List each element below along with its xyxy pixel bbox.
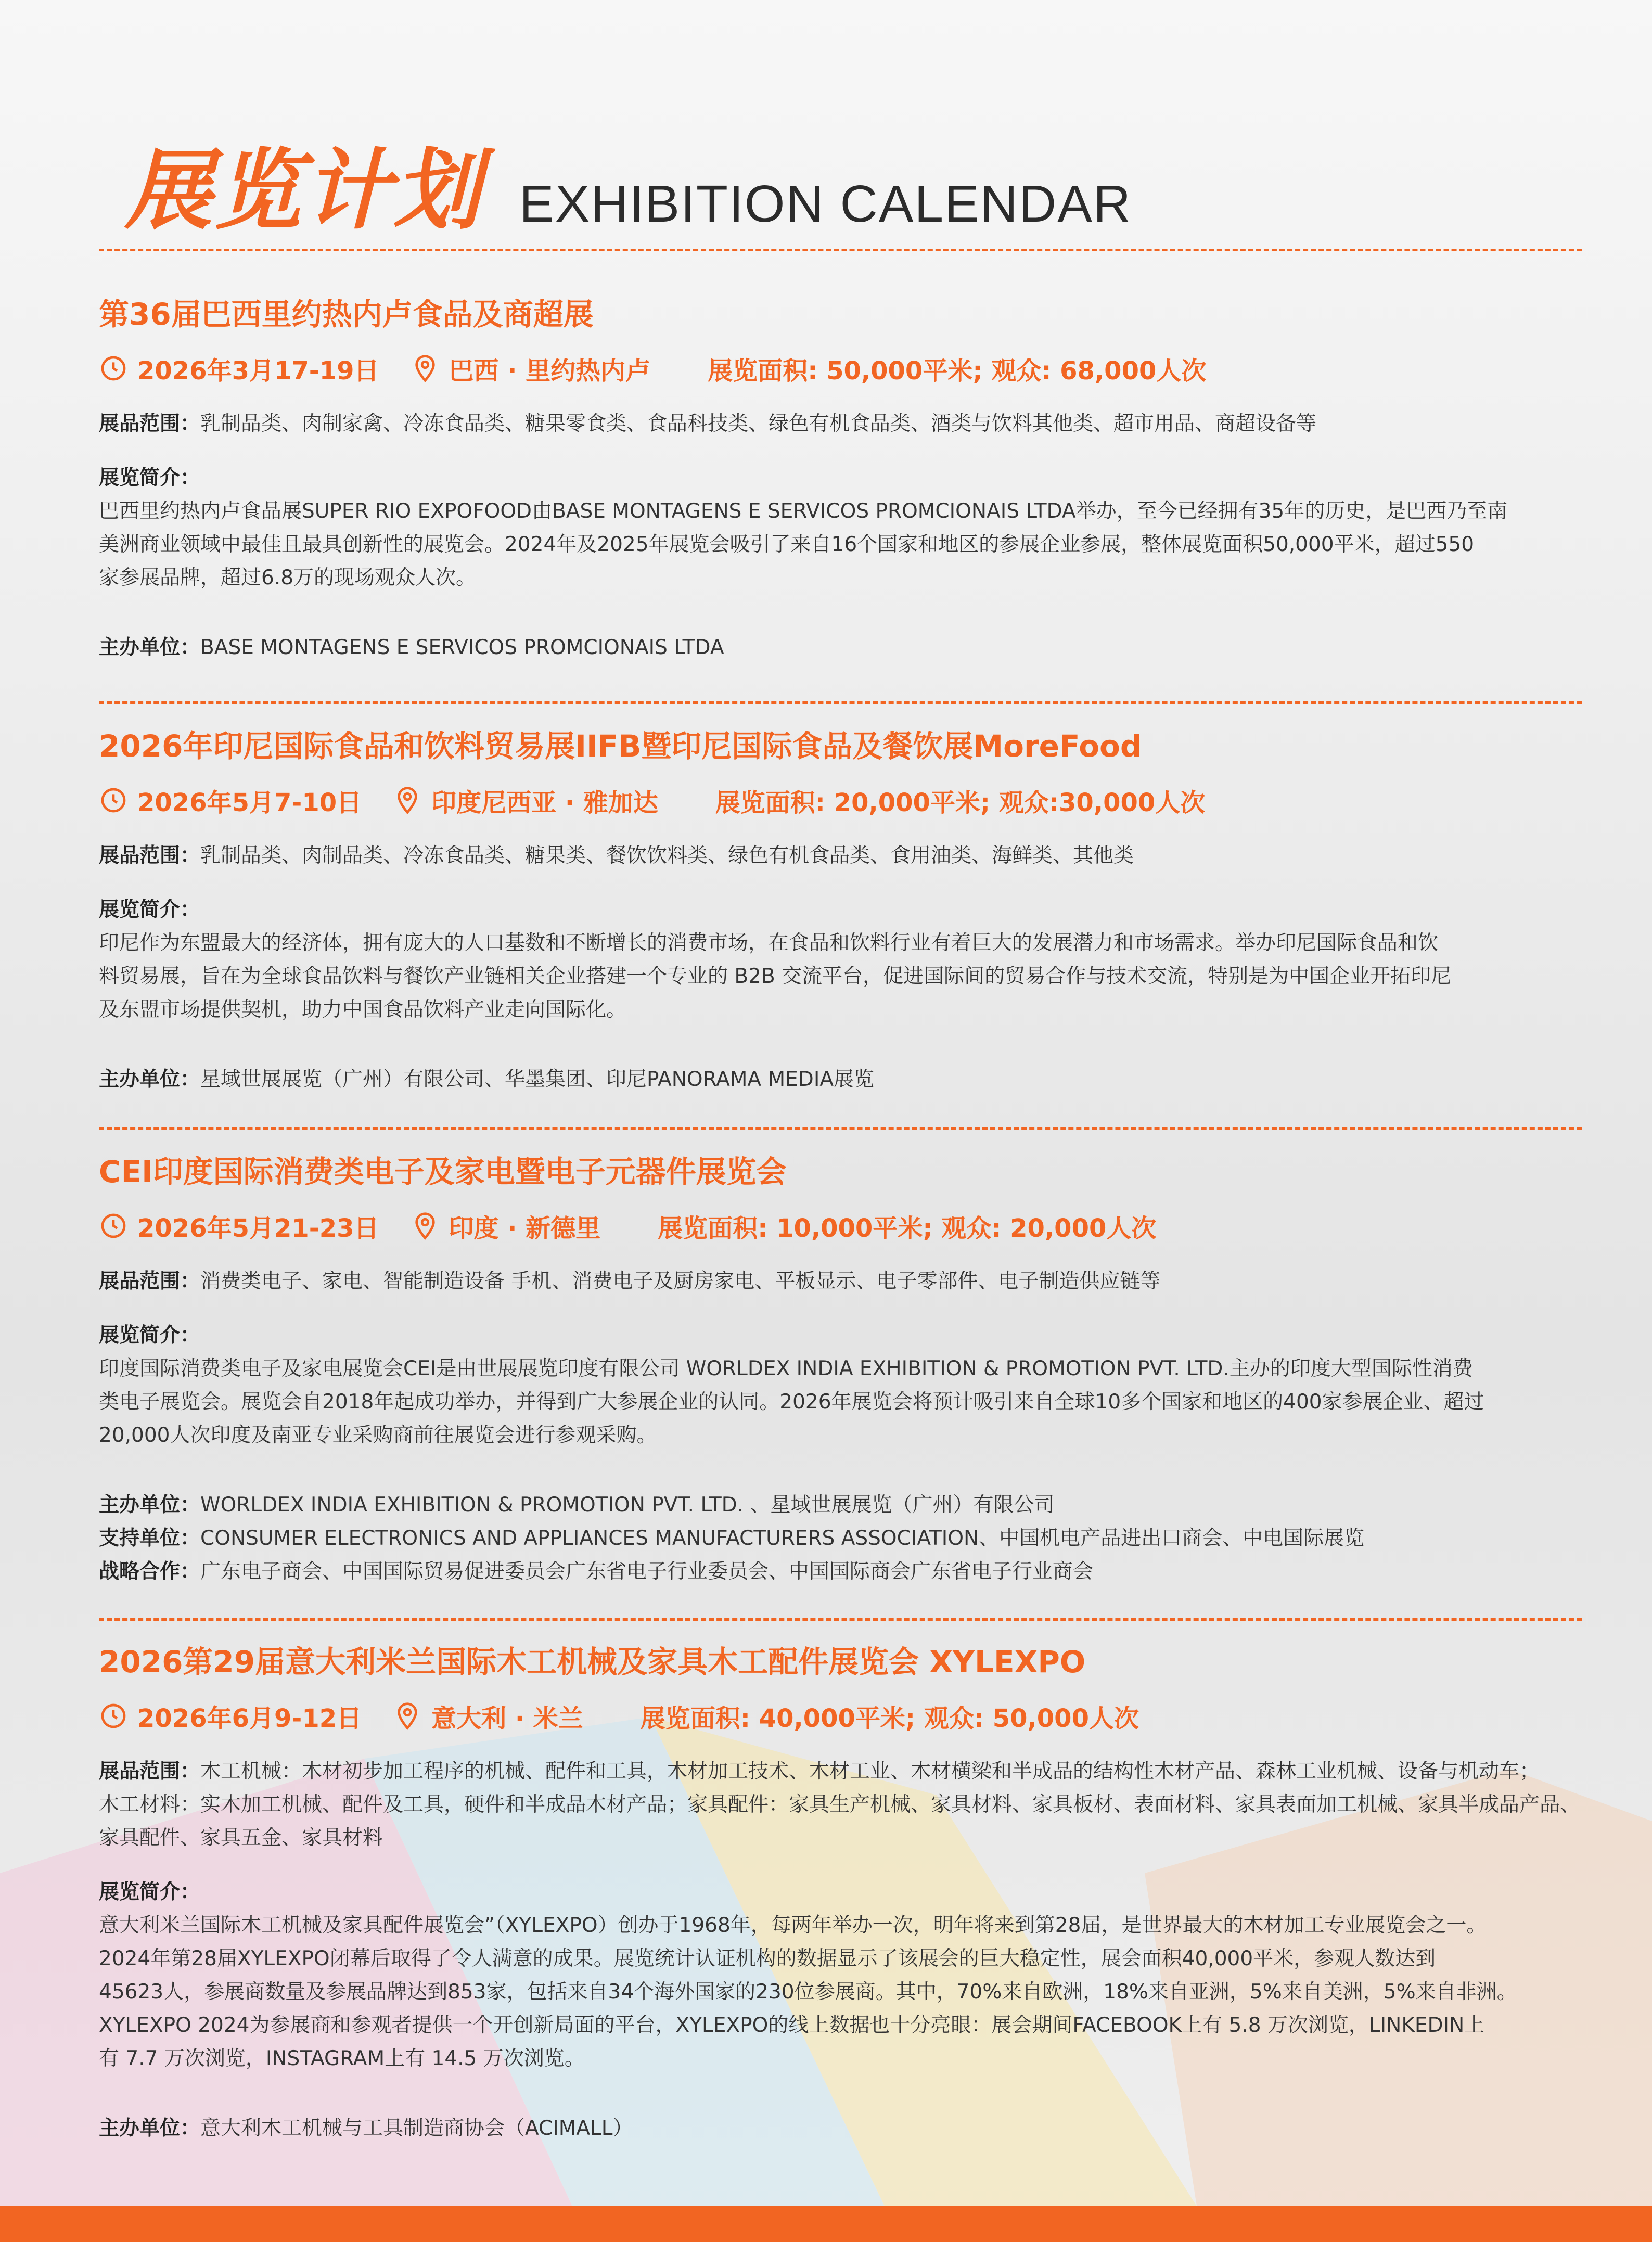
supporter-row xyxy=(99,1522,1597,1555)
partner-row xyxy=(99,1555,1597,1588)
exhibition-stats: 展览面积: 20,000平米; 观众:30,000人次 xyxy=(715,788,1206,817)
exhibition-meta xyxy=(99,351,1597,387)
intro-line: 类电子展览会。展览会自2018年起成功举办，并得到广大参展企业的认同。2026年展览会将预计吸引来自全球10多个国家和地区的400家参展企业、超过 xyxy=(99,1390,1484,1414)
page-title-en: EXHIBITION CALENDAR xyxy=(519,175,1132,233)
exhibition-title: 第36届巴西里约热内卢食品及商超展 xyxy=(99,297,594,332)
location-pin-icon xyxy=(411,354,440,383)
intro-line: 及东盟市场提供契机，助力中国食品饮料产业走向国际化。 xyxy=(99,997,627,1021)
exhibition-title: 2026年印尼国际食品和饮料贸易展IIFB暨印尼国际食品及餐饮展MoreFood xyxy=(99,728,1142,764)
exhibition-location xyxy=(411,1208,601,1244)
date-text: 2026年5月7-10日 xyxy=(137,788,362,817)
organizer-row xyxy=(99,2112,1597,2145)
date-text: 2026年5月21-23日 xyxy=(137,1213,379,1243)
scope-row xyxy=(99,1755,1597,1788)
clock-icon xyxy=(99,354,128,383)
intro-line: 意大利米兰国际木工机械及家具配件展览会”（XYLEXPO）创办于1968年，每两年举办一次，明年将来到第28届，是世界最大的木材加工专业展览会之一。 xyxy=(99,1913,1487,1937)
organizer-row xyxy=(99,631,1597,664)
location-text: 印度 · 新德里 xyxy=(449,1213,601,1243)
location-pin-icon xyxy=(393,786,422,815)
organizer-row xyxy=(99,1063,1597,1096)
date-text: 2026年3月17-19日 xyxy=(137,356,379,386)
exhibition-meta xyxy=(99,783,1597,818)
organizer-text: 意大利木工机械与工具制造商协会（ACIMALL） xyxy=(200,2116,633,2140)
exhibition-date xyxy=(99,783,362,818)
location-text: 印度尼西亚 · 雅加达 xyxy=(431,788,658,817)
page-header xyxy=(125,130,1132,241)
supporter-text: CONSUMER ELECTRONICS AND APPLIANCES MANUFACTURERS ASSOCIATION、中国机电产品进出口商会、中电国际展览 xyxy=(200,1526,1365,1550)
exhibition-meta xyxy=(99,1208,1597,1244)
scope-row xyxy=(99,1265,1597,1298)
organizer-text: BASE MONTAGENS E SERVICOS PROMCIONAIS LTDA xyxy=(200,635,724,659)
organizer-label: 主办单位： xyxy=(99,1067,201,1091)
intro-line: 家参展品牌，超过6.8万的现场观众人次。 xyxy=(99,566,477,590)
section-divider xyxy=(99,1127,1582,1130)
scope-text: 木工机械：木材初步加工程序的机械、配件和工具，木材加工技术、木材工业、木材横梁和半成品的结构性木材产品、森林工业机械、设备与机动车； xyxy=(200,1759,1540,1783)
intro-label: 展览简介： xyxy=(99,1323,201,1347)
intro-line: 料贸易展，旨在为全球食品饮料与餐饮产业链相关企业搭建一个专业的 B2B 交流平台，促进国际间的贸易合作与技术交流，特别是为中国企业开拓印尼 xyxy=(99,964,1452,988)
organizer-text: WORLDEX INDIA EXHIBITION & PROMOTION PVT. LTD. 、星域世展展览（广州）有限公司 xyxy=(200,1493,1055,1517)
intro-line: 美洲商业领域中最佳且最具创新性的展览会。2024年及2025年展览会吸引了来自16个国家和地区的参展企业参展，整体展览面积50,000平米，超过550 xyxy=(99,532,1475,556)
clock-icon xyxy=(99,1701,128,1731)
exhibition-meta xyxy=(99,1698,1597,1734)
exhibition-stats: 展览面积: 40,000平米; 观众: 50,000人次 xyxy=(640,1703,1139,1733)
intro-label: 展览简介： xyxy=(99,1880,201,1904)
partner-text: 广东电子商会、中国国际贸易促进委员会广东省电子行业委员会、中国国际商会广东省电子行业商会 xyxy=(200,1559,1094,1583)
location-pin-icon xyxy=(411,1211,440,1240)
organizer-text: 星域世展展览（广州）有限公司、华墨集团、印尼PANORAMA MEDIA展览 xyxy=(200,1067,875,1091)
scope-label: 展品范围： xyxy=(99,1759,201,1783)
section-divider xyxy=(99,701,1582,704)
scope-text: 乳制品类、肉制品类、冷冻食品类、糖果类、餐饮饮料类、绿色有机食品类、食用油类、海鲜类、其他类 xyxy=(200,843,1134,867)
intro-line: 巴西里约热内卢食品展SUPER RIO EXPOFOOD由BASE MONTAGENS E SERVICOS PROMCIONAIS LTDA举办，至今已经拥有35年的历史，是巴西乃至南 xyxy=(99,499,1508,523)
exhibition-section xyxy=(99,728,1597,1096)
organizer-label: 主办单位： xyxy=(99,2116,201,2140)
exhibition-title: CEI印度国际消费类电子及家电暨电子元器件展览会 xyxy=(99,1154,787,1189)
location-pin-icon xyxy=(393,1701,422,1731)
exhibition-section xyxy=(99,1644,1597,2145)
exhibition-stats: 展览面积: 50,000平米; 观众: 68,000人次 xyxy=(708,356,1207,386)
organizer-label: 主办单位： xyxy=(99,635,201,659)
exhibition-date xyxy=(99,1698,362,1734)
exhibition-location xyxy=(393,1698,583,1734)
exhibition-section xyxy=(99,1154,1597,1588)
partner-label: 战略合作： xyxy=(99,1559,201,1583)
section-divider xyxy=(99,249,1582,251)
clock-icon xyxy=(99,786,128,815)
scope-text: 消费类电子、家电、智能制造设备 手机、消费电子及厨房家电、平板显示、电子零部件、电子制造供应链等 xyxy=(200,1269,1161,1293)
organizer-row xyxy=(99,1489,1597,1522)
intro-line: 印尼作为东盟最大的经济体，拥有庞大的人口基数和不断增长的消费市场，在食品和饮料行业有着巨大的发展潜力和市场需求。举办印尼国际食品和饮 xyxy=(99,931,1439,955)
supporter-label: 支持单位： xyxy=(99,1526,201,1550)
scope-label: 展品范围： xyxy=(99,412,201,435)
scope-label: 展品范围： xyxy=(99,1269,201,1293)
exhibition-stats: 展览面积: 10,000平米; 观众: 20,000人次 xyxy=(658,1213,1157,1243)
location-text: 意大利 · 米兰 xyxy=(431,1703,583,1733)
exhibition-title: 2026第29届意大利米兰国际木工机械及家具木工配件展览会 XYLEXPO xyxy=(99,1644,1086,1680)
scope-text: 乳制品类、肉制家禽、冷冻食品类、糖果零食类、食品科技类、绿色有机食品类、酒类与饮料其他类、超市用品、商超设备等 xyxy=(200,412,1317,435)
scope-row xyxy=(99,407,1597,441)
exhibition-date xyxy=(99,351,379,387)
intro-label: 展览简介： xyxy=(99,466,201,490)
scope-label: 展品范围： xyxy=(99,843,201,867)
section-divider xyxy=(99,1618,1582,1621)
page-title-cn: 展览计划 xyxy=(125,139,483,241)
organizer-label: 主办单位： xyxy=(99,1493,201,1517)
scope-row xyxy=(99,839,1597,873)
exhibition-location xyxy=(411,351,651,387)
intro-line: 2024年第28届XYLEXPO闭幕后取得了令人满意的成果。展览统计认证机构的数据显示了该展会的巨大稳定性，展会面积40,000平米，参观人数达到 xyxy=(99,1946,1436,1970)
intro-line: 印度国际消费类电子及家电展览会CEI是由世展展览印度有限公司 WORLDEX INDIA EXHIBITION & PROMOTION PVT. LTD.主办的印度大型国际性消费 xyxy=(99,1356,1473,1380)
intro-line: 有 7.7 万次浏览，INSTAGRAM上有 14.5 万次浏览。 xyxy=(99,2046,585,2070)
date-text: 2026年6月9-12日 xyxy=(137,1703,362,1733)
exhibition-location xyxy=(393,783,658,818)
scope-line: 木工材料：实木加工机械、配件及工具，硬件和半成品木材产品；家具配件：家具生产机械、家具材料、家具板材、表面材料、家具表面加工机械、家具半成品产品、 xyxy=(99,1792,1581,1816)
intro-line: 45623人，参展商数量及参展品牌达到853家，包括来自34个海外国家的230位参展商。其中，70%来自欧洲，18%来自亚洲，5%来自美洲，5%来自非洲。 xyxy=(99,1980,1517,2004)
intro-line: 20,000人次印度及南亚专业采购商前往展览会进行参观采购。 xyxy=(99,1423,657,1447)
exhibition-section xyxy=(99,297,1597,664)
scope-line: 家具配件、家具五金、家具材料 xyxy=(99,1826,383,1850)
intro-line: XYLEXPO 2024为参展商和参观者提供一个开创新局面的平台，XYLEXPO的线上数据也十分亮眼：展会期间FACEBOOK上有 5.8 万次浏览，LINKEDIN上 xyxy=(99,2013,1485,2037)
exhibition-date xyxy=(99,1208,379,1244)
intro-label: 展览简介： xyxy=(99,898,201,921)
location-text: 巴西 · 里约热内卢 xyxy=(449,356,651,386)
footer-bar xyxy=(0,2206,1652,2242)
clock-icon xyxy=(99,1211,128,1240)
